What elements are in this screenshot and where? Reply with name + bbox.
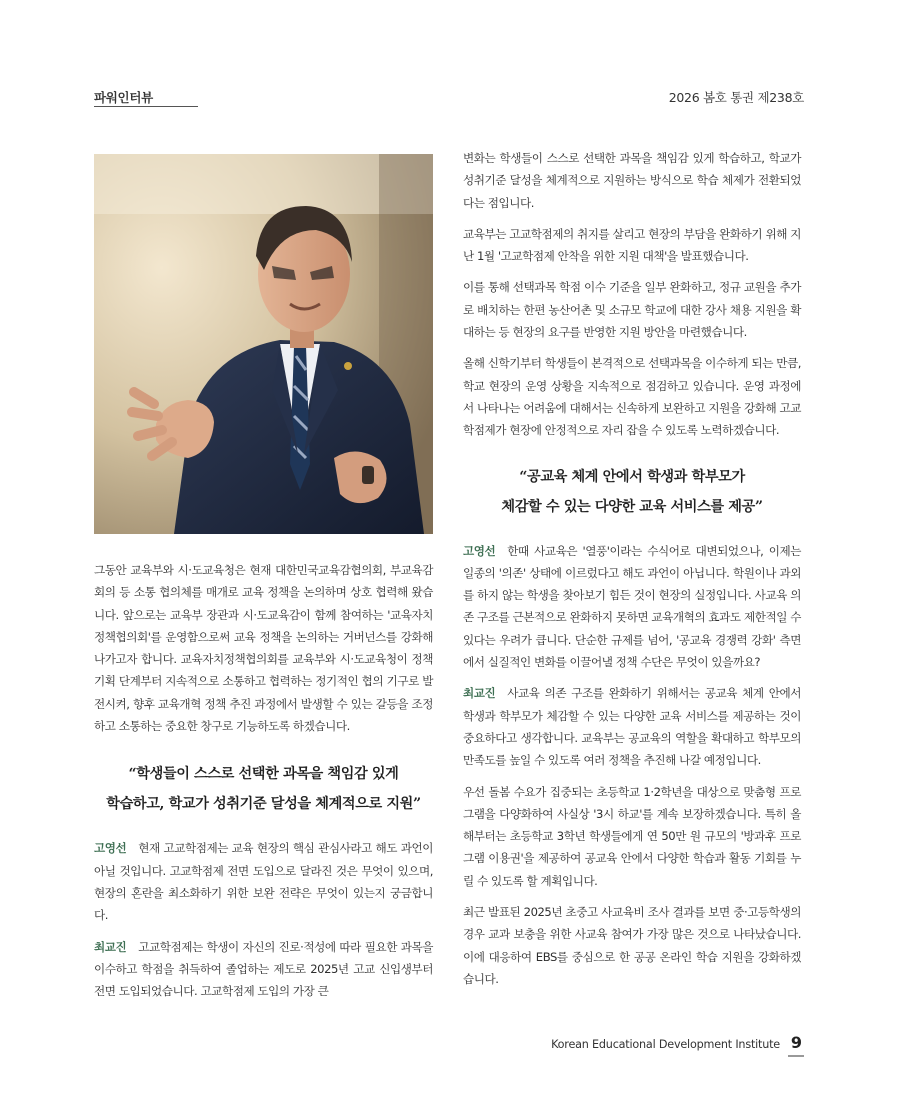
- body-paragraph: 교육부는 고교학점제의 취지를 살리고 현장의 부담을 완화하기 위해 지난 1월 '고교학점제 안착을 위한 지원 대책'을 발표했습니다.: [463, 226, 801, 264]
- page-number-underline: [788, 1055, 804, 1057]
- interviewer-name: 고영선: [94, 841, 127, 856]
- heading-line: “학생들이 스스로 선택한 과목을 책임감 있게: [128, 766, 399, 783]
- answer-text: 사교육 의존 구조를 완화하기 위해서는 공교육 체계 안에서 학생과 학부모가 체감할 수 있는 다양한 교육 서비스를 제공하는 것이 중요하다고 생각합니다. 교육부는 공교육의 역할을 확대하고 학부모의 만족도를 높일 수 있도록 여러 정책을 추진해 나갈 예정입니다.: [463, 686, 801, 768]
- heading-line: “공교육 체계 안에서 학생과 학부모가: [519, 468, 745, 485]
- interview-photo: [94, 154, 433, 534]
- heading-line: 학습하고, 학교가 성취기준 달성을 체계적으로 지원”: [106, 796, 421, 813]
- question-paragraph: [463, 540, 801, 674]
- body-paragraph: 이를 통해 선택과목 학점 이수 기준을 일부 완화하고, 정규 교원을 추가로 배치하는 한편 농산어촌 및 소규모 학교에 대한 강사 채용 지원을 확대하는 등 현장의 요구를 반영한 지원 방안을 마련했습니다.: [463, 280, 801, 340]
- heading-line: 체감할 수 있는 다양한 교육 서비스를 제공”: [501, 498, 763, 515]
- page-number: 9: [790, 1033, 802, 1052]
- question-paragraph: [94, 837, 433, 926]
- question-text: 한때 사교육은 '열풍'이라는 수식어로 대변되었으나, 이제는 일종의 '의존' 상태에 이르렀다고 해도 과언이 아닙니다. 학원이나 과외를 하지 않는 학생을 찾아보기 힘든 것이 현장의 실정입니다. 사교육 의존 구조를 근본적으로 완화하지 못하면 교육개혁의 효과도 제한적일 수 있다는 우려가 큽니다. 단순한 규제를 넘어, '공교육 경쟁력 강화' 측면에서 실질적인 변화를 이끌어낼 정책 수단은 무엇이 있을까요?: [463, 543, 801, 670]
- body-paragraph: 최근 발표된 2025년 초중고 사교육비 조사 결과를 보면 중·고등학생의 경우 교과 보충을 위한 사교육 참여가 가장 많은 것으로 나타났습니다. 이에 대응하여 EBS를 중심으로 한 공공 온라인 학습 지원을 강화하겠습니다.: [463, 905, 801, 986]
- body-paragraph: 우선 돌봄 수요가 집중되는 초등학교 1·2학년을 대상으로 맞춤형 프로그램을 다양화하여 사실상 '3시 하교'를 계속 보장하겠습니다. 특히 올해부터는 초등학교 3학년 학생들에게 연 50만 원 규모의 '방과후 프로그램 이용권'을 제공하여 공교육 안에서 다양한 학습과 활동 기회를 누릴 수 있도록 할 계획입니다.: [463, 784, 801, 888]
- issue-label: 2026 봄호 통권 제238호: [668, 90, 804, 105]
- interviewee-name: 최교진: [463, 686, 496, 701]
- section-underline: [94, 106, 198, 107]
- interviewee-name: 최교진: [94, 939, 127, 954]
- intro-paragraph: 그동안 교육부와 시·도교육청은 현재 대한민국교육감협의회, 부교육감회의 등 소통 협의체를 매개로 교육 정책을 논의하며 상호 협력해 왔습니다. 앞으로는 교육부 장관과 시·도교육감이 함께 참여하는 '교육자치정책협의회'를 운영함으로써 교육 정책을 논의하는 거버넌스를 강화해 나가고자 합니다. 교육자치정책협의회를 교육부와 시·도교육청이 정책 기획 단계부터 지속적으로 소통하고 협력하는 정기적인 협의 기구로 발전시켜, 향후 교육개혁 정책 추진 과정에서 발생할 수 있는 갈등을 조정하고 소통하는 중요한 창구로 기능하도록 하겠습니다.: [94, 563, 433, 734]
- answer-paragraph: [463, 682, 801, 771]
- right-column: [463, 147, 801, 999]
- interviewer-name: 고영선: [463, 543, 496, 558]
- question-text: 현재 고교학점제는 교육 현장의 핵심 관심사라고 해도 과언이 아닐 것입니다. 고교학점제 전면 도입으로 달라진 것은 무엇이 있으며, 현장의 혼란을 최소화하기 위한 보완 전략은 무엇이 있는지 궁금합니다.: [94, 841, 433, 923]
- answer-text: 고교학점제는 학생이 자신의 진로·적성에 따라 필요한 과목을 이수하고 학점을 취득하여 졸업하는 제도로 2025년 고교 신입생부터 전면 도입되었습니다. 고교학점제 도입의 가장 큰: [94, 939, 433, 999]
- section-label: 파워인터뷰: [94, 90, 153, 105]
- section-heading: [94, 759, 433, 819]
- left-column: [94, 559, 433, 1011]
- footer-institute: Korean Educational Development Institute: [551, 1038, 780, 1051]
- section-heading: [463, 462, 801, 522]
- body-paragraph: 올해 신학기부터 학생들이 본격적으로 선택과목을 이수하게 되는 만큼, 학교 현장의 운영 상황을 지속적으로 점검하고 있습니다. 운영 과정에서 나타나는 어려움에 대해서는 신속하게 보완하고 지원을 강화해 고교학점제가 현장에 안정적으로 자리 잡을 수 있도록 노력하겠습니다.: [463, 356, 801, 438]
- body-paragraph: 변화는 학생들이 스스로 선택한 과목을 책임감 있게 학습하고, 학교가 성취기준 달성을 체계적으로 지원하는 방식으로 학습 체제가 전환되었다는 점입니다.: [463, 151, 801, 210]
- answer-paragraph: [94, 936, 433, 1003]
